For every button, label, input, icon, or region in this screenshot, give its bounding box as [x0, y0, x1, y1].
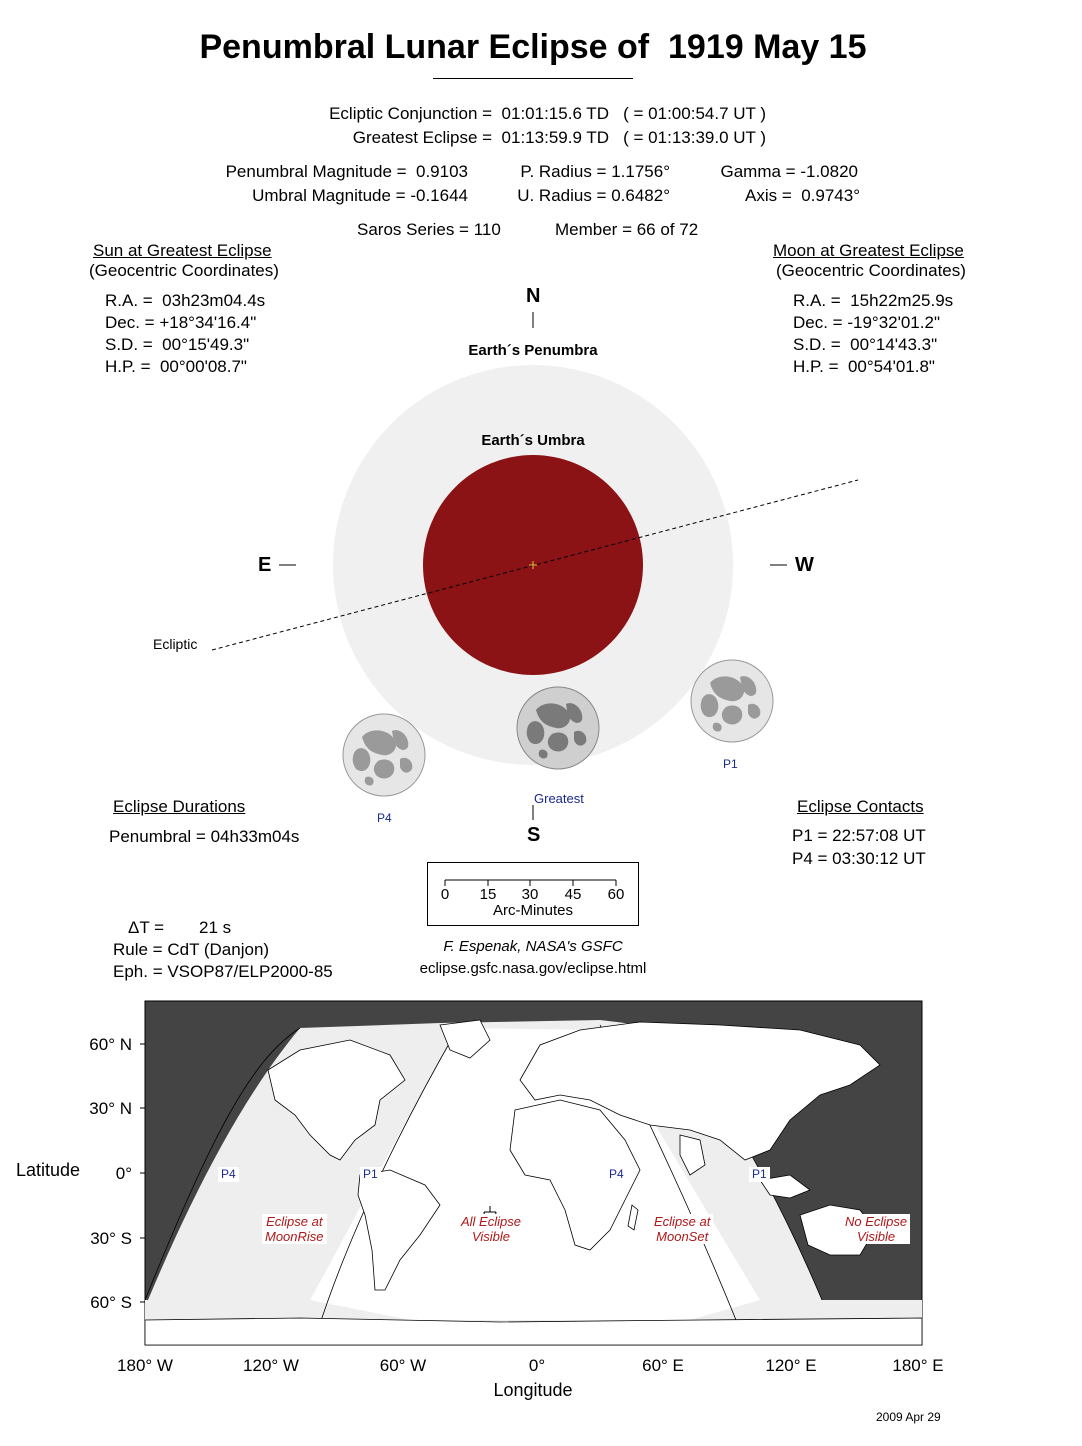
scale-tick-60: 60 [607, 886, 625, 903]
region-moonrise: Eclipse at MoonRise [262, 1214, 327, 1244]
sun-heading: Sun at Greatest Eclipse [93, 241, 272, 260]
penumbral-duration: Penumbral = 04h33m04s [109, 827, 300, 846]
saros-member: Member = 66 of 72 [555, 220, 699, 239]
moon-subheading: (Geocentric Coordinates) [776, 261, 966, 280]
region-moonset: Eclipse at MoonSet [651, 1214, 713, 1244]
delta-t-label: ΔT = [128, 918, 165, 937]
penumbra-label: Earth´s Penumbra [468, 342, 598, 359]
lon-label-180e: 180° E [892, 1356, 944, 1375]
lat-label-0: 0° [115, 1164, 132, 1183]
map-p1-left: P1 [360, 1167, 381, 1182]
axis: Axis = 0.9743° [744, 186, 860, 205]
lon-label-120w: 120° W [243, 1356, 299, 1375]
moon-heading: Moon at Greatest Eclipse [773, 241, 964, 260]
p1-moon-label: P1 [723, 757, 738, 771]
scale-tick-15: 15 [479, 886, 497, 903]
lat-label-30s: 30° S [90, 1229, 132, 1248]
map-p4-right: P4 [606, 1167, 627, 1182]
conjunction-line: Ecliptic Conjunction = 01:01:15.6 TD ( = 01:00:54.7 UT ) [329, 104, 766, 123]
scale-label: Arc-Minutes [492, 902, 574, 919]
umbral-radius: U. Radius = 0.6482° [517, 186, 670, 205]
map-p4-left: P4 [218, 1167, 239, 1182]
scale-tick-45: 45 [564, 886, 582, 903]
contacts-heading: Eclipse Contacts [797, 797, 924, 816]
north-label: N [526, 285, 541, 307]
delta-t-value: 21 s [199, 918, 232, 937]
lat-label-30n: 30° N [89, 1099, 132, 1118]
durations-heading: Eclipse Durations [113, 797, 246, 816]
ecliptic-label: Ecliptic [153, 636, 198, 652]
sun-dec: Dec. = +18°34'16.4" [105, 313, 257, 332]
sun-sd: S.D. = 00°15'49.3" [105, 335, 250, 354]
umbral-magnitude: Umbral Magnitude = -0.1644 [252, 186, 468, 205]
contact-p1: P1 = 22:57:08 UT [792, 826, 926, 845]
rule-line: Rule = CdT (Danjon) [113, 940, 270, 959]
date-stamp: 2009 Apr 29 [876, 1410, 941, 1424]
lon-label-60e: 60° E [642, 1356, 684, 1375]
umbra-label: Earth´s Umbra [481, 432, 585, 449]
moon-hp: H.P. = 00°54'01.8" [793, 357, 935, 376]
lat-label-60s: 60° S [90, 1293, 132, 1312]
ephemeris-line: Eph. = VSOP87/ELP2000-85 [113, 962, 333, 981]
moon-dec: Dec. = -19°32'01.2" [793, 313, 940, 332]
contact-p4: P4 = 03:30:12 UT [792, 849, 926, 868]
scale-tick-30: 30 [521, 886, 539, 903]
lon-label-120e: 120° E [765, 1356, 817, 1375]
saros-series: Saros Series = 110 [357, 220, 501, 239]
greatest-moon-label: Greatest [534, 791, 584, 806]
lon-label-180w: 180° W [117, 1356, 173, 1375]
penumbral-magnitude: Penumbral Magnitude = 0.9103 [225, 162, 468, 181]
continent-antarctica [145, 1318, 922, 1345]
lon-label-0: 0° [528, 1356, 546, 1375]
page-title: Penumbral Lunar Eclipse of 1919 May 15 [199, 28, 867, 66]
longitude-title: Longitude [493, 1380, 573, 1400]
scale-tick-0: 0 [440, 886, 450, 903]
penumbral-radius: P. Radius = 1.1756° [520, 162, 670, 181]
region-all-visible: All Eclipse Visible [458, 1214, 524, 1244]
moon-sd: S.D. = 00°14'43.3" [793, 335, 938, 354]
greatest-line: Greatest Eclipse = 01:13:59.9 TD ( = 01:13:39.0 UT ) [352, 128, 766, 147]
lat-label-60n: 60° N [89, 1035, 132, 1054]
region-no-eclipse: No Eclipse Visible [842, 1214, 910, 1244]
sun-ra: R.A. = 03h23m04.4s [105, 291, 266, 310]
south-label: S [527, 824, 541, 846]
map-axis-ticks [140, 1044, 145, 1302]
sun-hp: H.P. = 00°00'08.7" [105, 357, 247, 376]
url-line: eclipse.gsfc.nasa.gov/eclipse.html [419, 960, 647, 977]
moon-ra: R.A. = 15h22m25.9s [793, 291, 954, 310]
p4-moon-label: P4 [377, 811, 392, 825]
east-label: E [258, 554, 272, 576]
lon-label-60w: 60° W [379, 1356, 427, 1375]
gamma: Gamma = -1.0820 [720, 162, 858, 181]
map-p1-right: P1 [749, 1167, 770, 1182]
credit-line: F. Espenak, NASA's GSFC [443, 938, 623, 955]
west-label: W [795, 554, 814, 576]
latitude-title: Latitude [16, 1160, 81, 1180]
sun-subheading: (Geocentric Coordinates) [89, 261, 279, 280]
